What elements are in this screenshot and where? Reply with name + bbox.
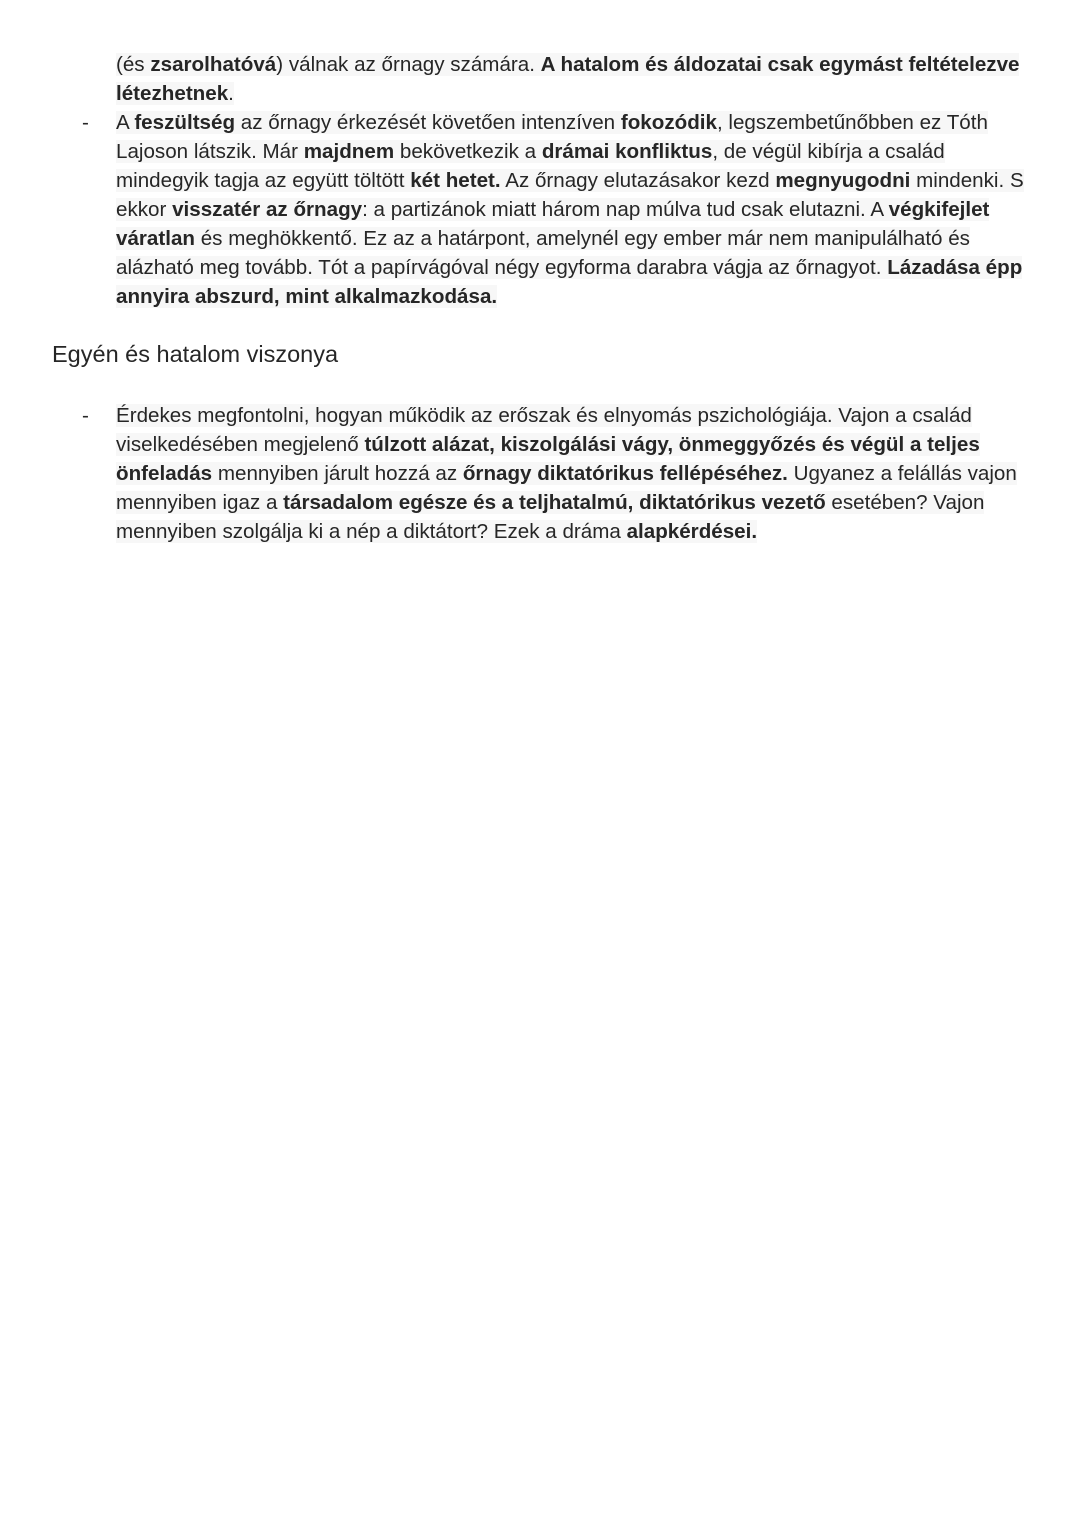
bold-text-run: alapkérdései. xyxy=(626,520,758,543)
text-run: , de végül kibírja a család mindegyik tagja az együtt töltött xyxy=(116,140,945,192)
text-run: az őrnagy érkezését követően intenzíven xyxy=(235,111,621,134)
bullet-psychology-paragraph xyxy=(116,401,1041,546)
continuation-text xyxy=(116,53,1019,105)
bold-text-run: majdnem xyxy=(303,140,395,163)
bullet-tension-paragraph xyxy=(116,108,1041,311)
text-run: Érdekes megfontolni, hogyan működik az erőszak és elnyomás pszichológiája. Vajon a család viselkedésében megjelenő xyxy=(116,404,972,456)
text-run: ) válnak az őrnagy számára. xyxy=(276,53,541,76)
text-run: , legszembetűnőbben ez Tóth Lajoson látszik. Már xyxy=(116,111,988,163)
bullet-tension-text xyxy=(116,111,1024,308)
text-run: . xyxy=(228,82,234,105)
bold-text-run: A hatalom és áldozatai csak egymást feltételezve létezhetnek xyxy=(116,53,1020,105)
bold-text-run: végkifejlet váratlan xyxy=(116,198,990,250)
bullet-marker: - xyxy=(82,404,89,427)
text-run: (és xyxy=(116,53,151,76)
bold-text-run: megnyugodni xyxy=(775,169,911,192)
text-run: Az őrnagy elutazásakor kezd xyxy=(500,169,776,192)
text-run: mennyiben járult hozzá az xyxy=(212,462,463,485)
bold-text-run: társadalom egésze és a teljhatalmú, diktatórikus vezető xyxy=(283,491,826,514)
continuation-paragraph xyxy=(116,50,1041,108)
bullet-marker: - xyxy=(82,111,89,134)
text-run: bekövetkezik a xyxy=(394,140,542,163)
bold-text-run: drámai konfliktus xyxy=(541,140,713,163)
bold-text-run: két hetet. xyxy=(410,169,501,192)
text-run: és meghökkentő. Ez az a határpont, amelynél egy ember már nem manipulálható és alázható meg tovább. Tót a papírvágóval négy egyforma darabra vágja az őrnagyot. xyxy=(116,227,970,279)
bold-text-run: Lázadása épp annyira abszurd, mint alkalmazkodása. xyxy=(116,256,1023,308)
text-run: A xyxy=(116,111,135,134)
text-run: Ugyanez a felállás vajon mennyiben igaz a xyxy=(116,462,1017,514)
text-run: : a partizánok miatt három nap múlva tud csak elutazni. A xyxy=(362,198,889,221)
bold-text-run: túlzott alázat, kiszolgálási vágy, önmeggyőzés és végül a teljes önfeladás xyxy=(116,433,980,485)
bold-text-run: feszültség xyxy=(134,111,236,134)
bold-text-run: visszatér az őrnagy xyxy=(172,198,363,221)
text-run: esetében? Vajon mennyiben szolgálja ki a nép a diktátort? Ezek a dráma xyxy=(116,491,985,543)
bullet-psychology-text xyxy=(116,404,1017,543)
section-heading: Egyén és hatalom viszonya xyxy=(52,341,339,367)
bold-text-run: őrnagy diktatórikus fellépéséhez. xyxy=(462,462,788,485)
text-run: mindenki. S ekkor xyxy=(116,169,1024,221)
bold-text-run: fokozódik xyxy=(620,111,717,134)
bold-text-run: zsarolhatóvá xyxy=(150,53,277,76)
